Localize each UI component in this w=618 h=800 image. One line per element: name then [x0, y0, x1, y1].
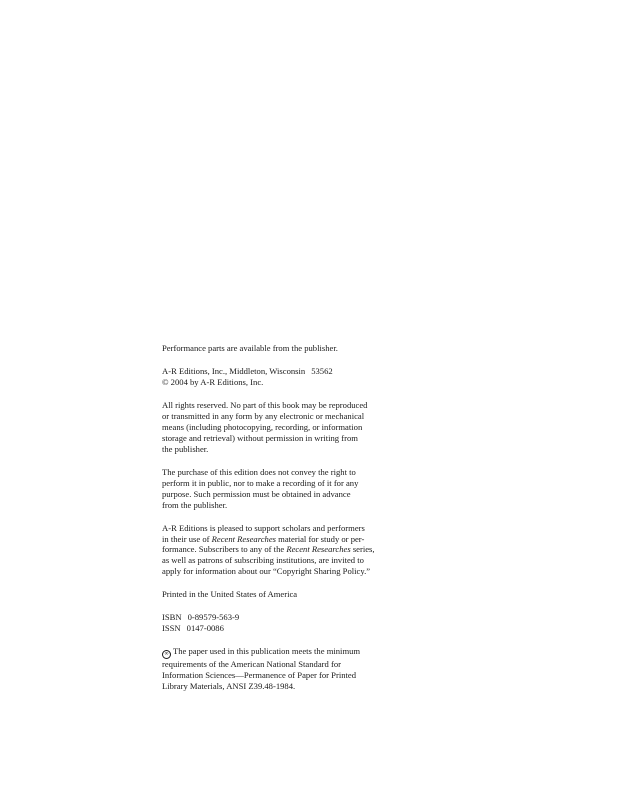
- rights-line: or transmitted in any form by any electronic or mechanical: [162, 411, 365, 421]
- infinity-icon: ∞: [162, 650, 171, 659]
- performance-line: from the publisher.: [162, 499, 228, 510]
- support-text: material for study or per-: [276, 533, 365, 544]
- performance-notice: [162, 467, 412, 511]
- support-line: [162, 544, 412, 555]
- paper-line: requirements of the American National Standard for: [162, 659, 341, 670]
- support-line: apply for information about our “Copyright Sharing Policy.”: [162, 566, 371, 577]
- rights-line: means (including photocopying, recording, or information: [162, 421, 363, 432]
- paper-notice: [162, 646, 412, 692]
- isbn-label: ISBN: [162, 612, 182, 623]
- rights-line: the publisher.: [162, 443, 209, 454]
- printed-notice: [162, 589, 412, 600]
- support-line: as well as patrons of subscribing institutions, are invited to: [162, 555, 364, 566]
- support-text: series,: [350, 544, 375, 555]
- performance-line: perform it in public, nor to make a recording of it for any: [162, 477, 359, 488]
- support-notice: [162, 523, 412, 578]
- availability-notice: [162, 343, 412, 354]
- support-text: in their use of: [162, 533, 212, 544]
- isbn-line: [162, 612, 412, 623]
- publisher-zip: 53562: [311, 366, 333, 377]
- rights-line: All rights reserved. No part of this book may be reproduced: [162, 400, 368, 411]
- copyright-block: [162, 343, 412, 704]
- identifiers: [162, 612, 412, 634]
- series-name: Recent Researches: [211, 533, 276, 544]
- publisher-address: [162, 366, 412, 377]
- isbn-value: 0-89579-563-9: [187, 612, 240, 623]
- issn-line: [162, 623, 412, 634]
- publisher-address-prefix: A-R Editions, Inc., Middleton, Wisconsin: [162, 366, 306, 377]
- paper-line: [162, 646, 412, 659]
- paper-line: Information Sciences—Permanence of Paper for Printed: [162, 670, 357, 681]
- rights-line: storage and retrieval) without permission in writing from: [162, 432, 358, 443]
- printed-text: Printed in the United States of America: [162, 589, 298, 600]
- support-text: formance. Subscribers to any of the: [162, 544, 287, 555]
- performance-line: purpose. Such permission must be obtained in advance: [162, 488, 351, 499]
- publisher-info: [162, 366, 412, 388]
- performance-line: The purchase of this edition does not convey the right to: [162, 466, 356, 477]
- copyright-line: © 2004 by A-R Editions, Inc.: [162, 377, 264, 387]
- availability-text: Performance parts are available from the publisher.: [162, 343, 338, 353]
- paper-line: Library Materials, ANSI Z39.48-1984.: [162, 681, 296, 692]
- issn-label: ISSN: [162, 623, 181, 634]
- series-name: Recent Researches: [286, 544, 351, 555]
- support-line: A-R Editions is pleased to support scholars and performers: [162, 522, 365, 533]
- paper-text: The paper used in this publication meets the minimum: [173, 646, 361, 657]
- support-line: [162, 534, 412, 545]
- rights-notice: [162, 400, 412, 455]
- issn-value: 0147-0086: [186, 623, 224, 634]
